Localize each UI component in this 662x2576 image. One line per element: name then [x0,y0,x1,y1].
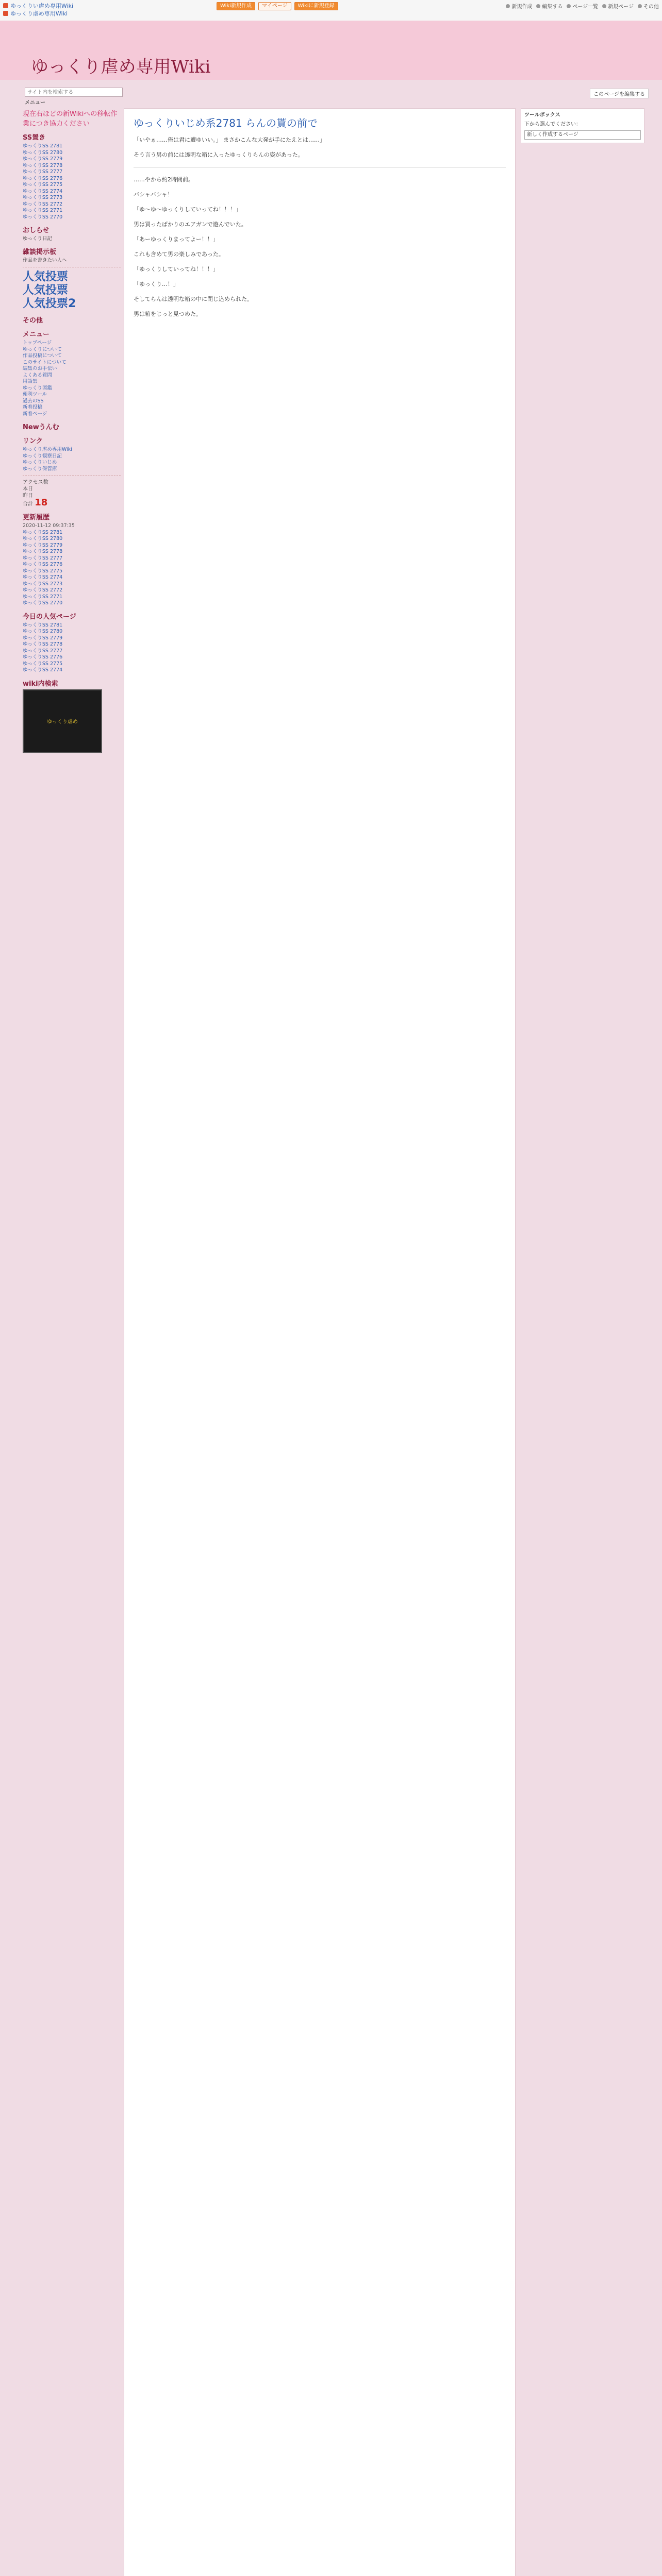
list-icon [567,4,571,8]
menu-item[interactable]: 編集のお手伝い [23,366,57,371]
menu-item[interactable]: 作品投稿について [23,353,62,359]
site-title[interactable]: ゆっくり虐め専用Wiki [31,57,211,77]
main-content [124,108,516,2576]
menu-item[interactable]: 便利ツール [23,392,47,397]
paragraph: 男は買ったばかりのエアガンで遊んでいた。 [134,221,247,228]
create-wiki-button[interactable]: Wiki新規作成 [217,2,255,10]
list-item[interactable]: ゆっくりSS 2771 [23,208,63,213]
right-sidebar [521,108,644,143]
toolbox-text: 下から選んでください： [524,122,581,127]
toolbar-edit-button[interactable]: 編集する [536,2,562,10]
vote-link-2[interactable]: 人気投票2 [23,297,76,310]
new-icon [506,4,510,8]
mypage-button[interactable]: マイページ [258,2,291,10]
list-item[interactable]: ゆっくりSS 2775 [23,182,63,188]
toolbox [521,108,644,143]
history-item[interactable]: ゆっくりSS 2779 [23,542,63,548]
history-item[interactable]: ゆっくりSS 2776 [23,562,63,567]
link-item[interactable]: ゆっくりいじめ [23,460,57,465]
history-item[interactable]: ゆっくりSS 2777 [23,555,63,561]
toolbar-right [506,2,659,10]
link-heading: リンク [23,437,43,445]
banner-image[interactable]: ゆっくり虐め [23,689,102,753]
toolbar-more-button[interactable]: その他 [638,2,659,10]
menu-item[interactable]: 新着投稿 [23,404,43,410]
site-header [0,21,662,80]
list-item[interactable]: ゆっくりSS 2770 [23,214,63,220]
link-list [23,447,121,472]
toolbar-newpage-button[interactable]: 新規ページ [602,2,634,10]
paragraph: そしてらんは透明な箱の中に閉じ込められた。 [134,296,253,302]
counter-value: 18 [35,497,48,508]
menu-item[interactable]: 新着ページ [23,411,47,417]
edit-page-button[interactable]: このページを編集する [590,89,649,98]
paragraph: 「ゆっくり…！」 [134,281,179,287]
paragraph: ……やから約2時間前。 [134,176,194,183]
toolbar-link-wiki-home[interactable]: ゆっくり虐め専用Wiki [10,10,68,17]
toolbar-new-button[interactable]: 新規作成 [506,2,532,10]
history-item[interactable]: ゆっくりSS 2780 [23,536,63,541]
access-counter [23,479,121,507]
popular-item[interactable]: ゆっくりSS 2774 [23,667,63,673]
counter-label: アクセス数 [23,480,48,485]
popular-item[interactable]: ゆっくりSS 2781 [23,622,63,628]
menu-item[interactable]: よくある質問 [23,372,53,378]
menu-item[interactable]: このサイトについて [23,359,67,365]
menu-label: メニュー [25,100,45,106]
counter-today-label: 本日 [23,486,33,492]
list-item[interactable]: ゆっくりSS 2776 [23,175,63,181]
more-icon [638,4,642,8]
list-item[interactable]: ゆっくりSS 2779 [23,156,63,162]
link-item[interactable]: ゆっくり観察日記 [23,453,62,459]
list-item[interactable]: ゆっくりSS 2778 [23,162,63,168]
menu-list [23,340,121,417]
toolbar-links [3,2,73,18]
history-item[interactable]: ゆっくりSS 2771 [23,594,63,600]
history-date: 2020-11-12 09:37:35 [23,523,75,529]
paragraph: 男は箱をじっと見つめた。 [134,311,202,317]
popular-list [23,622,121,674]
wiki-search-heading: wiki内検索 [23,680,58,688]
top-toolbar [0,0,662,21]
search-input[interactable] [25,88,123,97]
toolbar-buttons [217,2,338,10]
notice-text[interactable]: ゆっくり日記 [23,236,52,242]
list-item[interactable]: ゆっくりSS 2772 [23,201,63,207]
list-item[interactable]: ゆっくりSS 2781 [23,143,63,149]
intro-section [23,108,121,128]
popular-item[interactable]: ゆっくりSS 2778 [23,641,63,647]
edit-icon [536,4,540,8]
new-heading: Newうんむ [23,423,59,431]
paragraph: これも含めて男の楽しみであった。 [134,251,224,258]
vote-link[interactable]: 人気投票 [23,284,69,297]
left-sidebar [23,108,121,2576]
history-item[interactable]: ゆっくりSS 2773 [23,581,63,587]
history-item[interactable]: ゆっくりSS 2770 [23,600,63,606]
ss-heading: SS置き [23,134,46,142]
history-item[interactable]: ゆっくりSS 2772 [23,587,63,593]
paragraph: 「あーゆっくりまってよー！！」 [134,236,219,243]
counter-yesterday-label: 昨日 [23,493,33,499]
paragraph: そう言う男の前には透明な箱に入ったゆっくりらんの姿があった。 [134,151,304,158]
history-item[interactable]: ゆっくりSS 2778 [23,549,63,554]
menu-item[interactable]: 過去のSS [23,398,44,404]
popular-item[interactable]: ゆっくりSS 2776 [23,654,63,660]
other-heading: その他 [23,317,43,325]
menu-item[interactable]: ゆっくり図鑑 [23,385,52,391]
board-text[interactable]: 作品を書きたい人へ [23,258,67,263]
link-item[interactable]: ゆっくり保管庫 [23,466,57,472]
vote-link[interactable]: 人気投票 [23,270,69,283]
history-heading: 更新履歴 [23,514,50,521]
history-item[interactable]: ゆっくりSS 2781 [23,529,63,535]
menu-item[interactable]: 用語集 [23,379,38,384]
menu-item[interactable]: ゆっくりについて [23,346,62,352]
page-icon [602,4,606,8]
search-row [0,81,662,105]
history-item[interactable]: ゆっくりSS 2775 [23,568,63,574]
paragraph: バシャバシャ！ [134,191,173,198]
link-item[interactable]: ゆっくり虐め専用Wiki [23,447,72,452]
counter-total-label: 合計 [23,501,33,507]
paragraph: 「ゆ〜ゆ〜ゆっくりしていってね！！！」 [134,206,241,213]
intro-link[interactable]: 現在右ほどの新Wikiへの移転作業につき協力ください [23,110,118,128]
paragraph: 「ゆっくりしていってね！！！」 [134,266,219,273]
site-favicon-icon [3,3,8,8]
list-item[interactable]: ゆっくりSS 2773 [23,195,63,200]
register-button[interactable]: Wikiに新規登録 [294,2,338,10]
toolbar-pagelist-button[interactable]: ページ一覧 [567,2,598,10]
popular-item[interactable]: ゆっくりSS 2779 [23,635,63,641]
popular-heading: 今日の人気ページ [23,613,76,621]
popular-item[interactable]: ゆっくりSS 2780 [23,629,63,634]
popular-item[interactable]: ゆっくりSS 2775 [23,660,63,667]
popular-item[interactable]: ゆっくりSS 2777 [23,648,63,654]
history-list [23,523,121,607]
toolbox-select[interactable]: 新しく作成するページ [524,130,641,140]
menu-heading: メニュー [23,331,50,338]
menu-item[interactable]: トップページ [23,340,52,346]
toolbar-link-wiki[interactable]: ゆっくりい虐め専用Wiki [10,3,74,9]
notice-heading: おしらせ [23,227,49,234]
history-item[interactable]: ゆっくりSS 2774 [23,574,63,580]
ss-list [23,143,121,221]
list-item[interactable]: ゆっくりSS 2777 [23,169,63,175]
toolbox-heading: ツールボックス [524,112,560,118]
board-heading[interactable]: 雑談掲示板 [23,248,57,256]
site-favicon-icon [3,11,8,16]
list-item[interactable]: ゆっくりSS 2780 [23,149,63,156]
list-item[interactable]: ゆっくりSS 2774 [23,188,63,194]
page-title: ゆっくりいじめ系2781 らんの貰の前で [134,117,318,129]
paragraph: 「いやぁ……俺は君に遭ゆいい。」 まさかこんな大発が手にたえとは……」 [134,137,325,143]
